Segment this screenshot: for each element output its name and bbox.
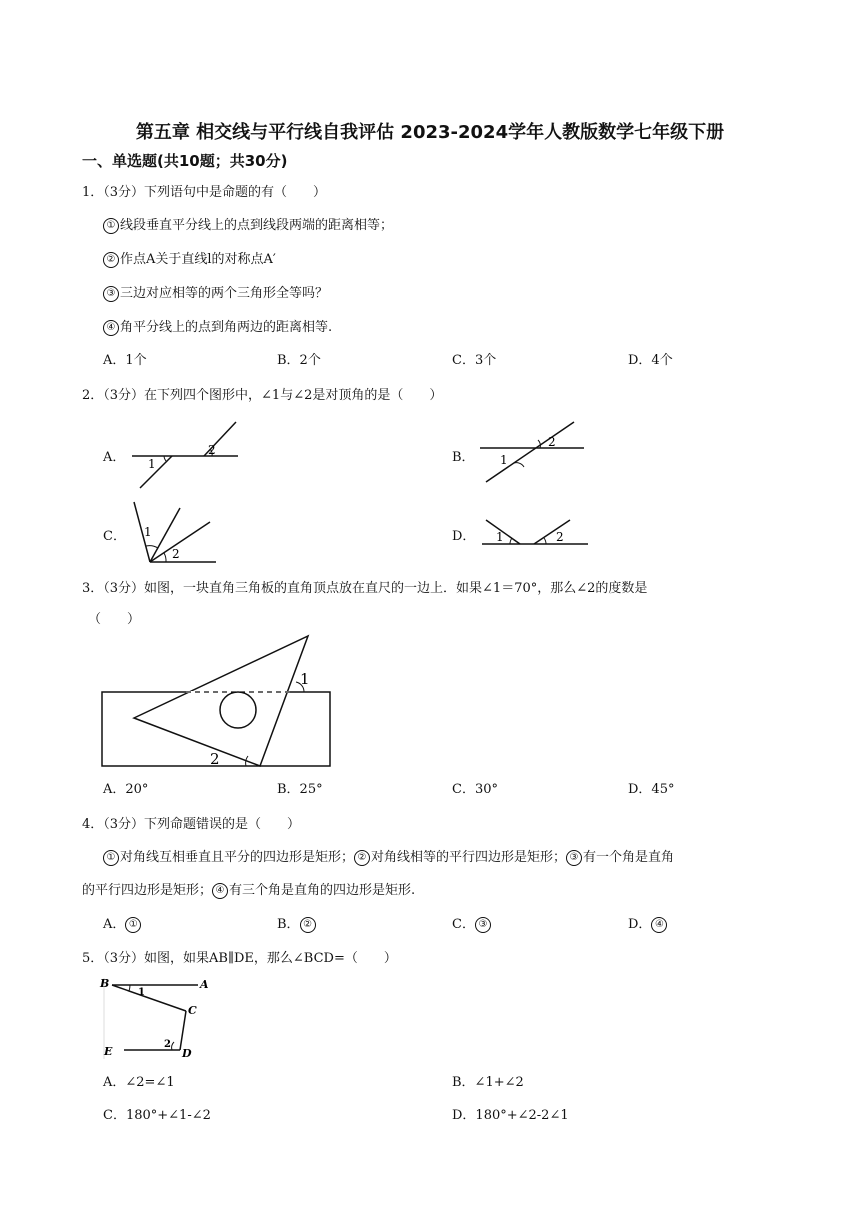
- question-4-line-2: [82, 879, 415, 899]
- question-3-figure: [98, 632, 338, 770]
- marker-circle-4: ④: [212, 883, 228, 899]
- marker-circle-3: ③: [475, 917, 491, 933]
- question-3-option-c[interactable]: C．30°: [452, 782, 498, 797]
- question-3-option-a[interactable]: A．20°: [103, 782, 149, 797]
- question-4-option-a[interactable]: [103, 913, 142, 933]
- question-4-stem: 4．（3分）下列命题错误的是（ ）: [82, 817, 301, 832]
- label-point-d: D: [182, 1047, 192, 1060]
- question-5-stem: 5．（3分）如图，如果AB∥DE，那么∠BCD=（ ）: [82, 951, 397, 966]
- marker-circle-2: ②: [103, 252, 119, 268]
- statement-text: 有一个角是直角: [583, 850, 675, 865]
- question-1-option-c[interactable]: C．3个: [452, 353, 497, 368]
- question-1-statement-4: [103, 316, 332, 336]
- statement-text: 的平行四边形是矩形；: [82, 883, 213, 898]
- label-point-a: A: [200, 978, 209, 991]
- question-2-figure-b: [478, 420, 588, 488]
- label-point-c: C: [188, 1004, 197, 1017]
- question-3-stem-continued: （ ）: [88, 612, 141, 627]
- label-angle-1: 1: [500, 453, 508, 467]
- marker-circle-3: ③: [566, 850, 582, 866]
- statement-text: 作点A关于直线l的对称点A′: [120, 252, 276, 267]
- question-3-option-b[interactable]: B．25°: [277, 782, 323, 797]
- question-2-option-a[interactable]: A．: [103, 450, 126, 465]
- label-angle-1: 1: [148, 457, 156, 471]
- label-angle-2: 2: [164, 1039, 171, 1050]
- question-2-figure-a: [128, 418, 240, 490]
- marker-circle-1: ①: [103, 850, 119, 866]
- question-4-line-1: [103, 846, 674, 866]
- question-2-option-d[interactable]: D．: [452, 529, 476, 544]
- label-angle-2: 2: [208, 443, 216, 457]
- question-1-stem: 1．（3分）下列语句中是命题的有（ ）: [82, 185, 327, 200]
- question-4-option-c[interactable]: [452, 913, 492, 933]
- label-angle-2: 2: [556, 530, 564, 544]
- label-angle-2: 2: [210, 750, 220, 768]
- marker-circle-4: ④: [103, 320, 119, 336]
- question-5-figure: [100, 975, 220, 1061]
- option-letter: A．: [103, 917, 126, 932]
- question-4-option-d[interactable]: [628, 913, 668, 933]
- label-point-e: E: [104, 1045, 113, 1058]
- label-angle-1: 1: [496, 530, 504, 544]
- question-2-option-c[interactable]: C．: [103, 529, 126, 544]
- marker-circle-1: ①: [125, 917, 141, 933]
- statement-text: 对角线相等的平行四边形是矩形；: [371, 850, 567, 865]
- question-1-statement-2: [103, 248, 276, 268]
- question-5-option-d[interactable]: D．180°+∠2-2∠1: [452, 1108, 569, 1123]
- statement-text: 有三个角是直角的四边形是矩形.: [229, 883, 416, 898]
- marker-circle-4: ④: [651, 917, 667, 933]
- label-angle-1: 1: [300, 670, 310, 688]
- page-title: 第五章 相交线与平行线自我评估 2023-2024学年人教版数学七年级下册: [135, 122, 725, 143]
- option-letter: C．: [452, 917, 475, 932]
- question-1-option-b[interactable]: B．2个: [277, 353, 321, 368]
- option-letter: B．: [277, 917, 300, 932]
- marker-circle-2: ②: [354, 850, 370, 866]
- question-2-option-b[interactable]: B．: [452, 450, 475, 465]
- label-angle-2: 2: [548, 435, 556, 449]
- section-heading: 一、单选题(共10题；共30分): [82, 152, 288, 170]
- question-5-option-a[interactable]: A．∠2=∠1: [103, 1075, 175, 1090]
- question-2-stem: 2．（3分）在下列四个图形中，∠1与∠2是对顶角的是（ ）: [82, 388, 443, 403]
- question-2-figure-d: [480, 514, 592, 550]
- marker-circle-3: ③: [103, 286, 119, 302]
- question-1-statement-1: [103, 214, 393, 234]
- marker-circle-1: ①: [103, 218, 119, 234]
- statement-text: 对角线互相垂直且平分的四边形是矩形；: [120, 850, 355, 865]
- question-3-stem: 3．（3分）如图，一块直角三角板的直角顶点放在直尺的一边上．如果∠1＝70°，那么∠2的度数是: [82, 581, 648, 596]
- statement-text: 三边对应相等的两个三角形全等吗？: [120, 286, 329, 301]
- question-5-option-b[interactable]: B．∠1+∠2: [452, 1075, 524, 1090]
- statement-text: 线段垂直平分线上的点到线段两端的距离相等；: [120, 218, 394, 233]
- question-1-option-d[interactable]: D．4个: [628, 353, 673, 368]
- option-letter: D．: [628, 917, 652, 932]
- label-angle-2: 2: [172, 547, 180, 561]
- label-angle-1: 1: [144, 525, 152, 539]
- question-2-figure-c: [128, 498, 224, 566]
- question-3-option-d[interactable]: D．45°: [628, 782, 675, 797]
- marker-circle-2: ②: [300, 917, 316, 933]
- question-4-option-b[interactable]: [277, 913, 317, 933]
- question-1-option-a[interactable]: A．1个: [103, 353, 147, 368]
- question-5-option-c[interactable]: C．180°+∠1-∠2: [103, 1108, 211, 1123]
- statement-text: 角平分线上的点到角两边的距离相等.: [120, 320, 333, 335]
- question-1-statement-3: [103, 282, 328, 302]
- label-point-b: B: [100, 977, 110, 990]
- label-angle-1: 1: [138, 987, 145, 998]
